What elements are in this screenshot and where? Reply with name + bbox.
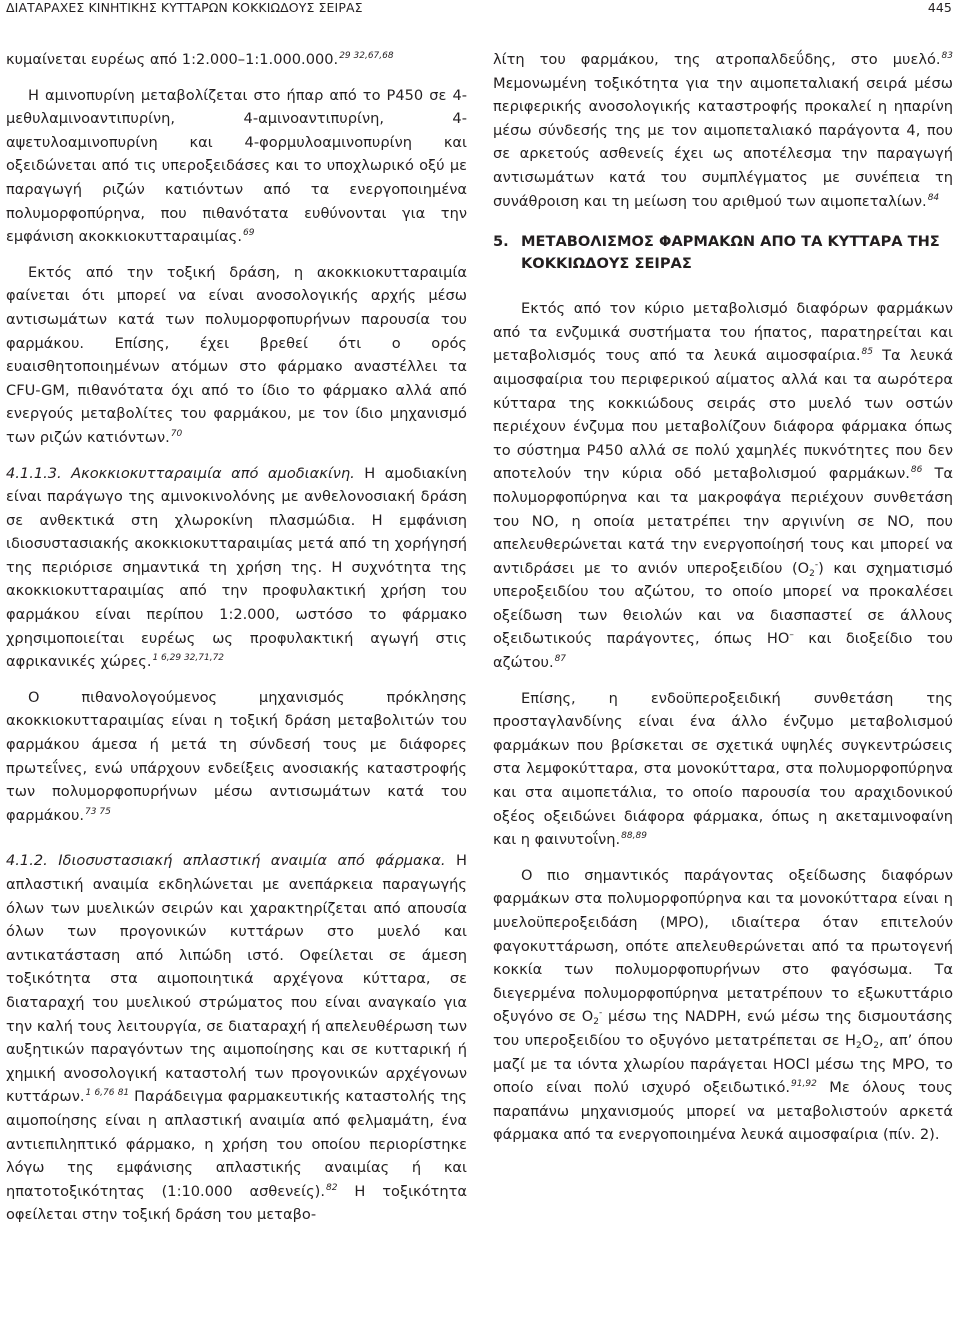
paragraph-text: κυμαίνεται ευρέως από 1:2.000–1:1.000.000. <box>6 51 339 68</box>
paragraph-text: Η αμινοπυρίνη μεταβολίζεται στο ήπαρ από το P450 σε 4-μεθυλαμινοαντιπυρίνη, 4-αμινοαντιπυρίνη, 4-αψετυλοαμινοπυρίνη και 4-φορμυλοαμινοπυρίνη και οξειδώνεται από τις υπεροξειδάσες και το υποχλωρικό οξύ με παραγωγή ριζών κατιόντων από τα ενεργοποιημένα πολυμορφοπύρηνα, που πιθανότατα ευθύνονται για την εμφάνιση ακοκκιοκυτταραιμίας. <box>6 86 467 246</box>
citation-ref: 83 <box>941 51 953 61</box>
citation-ref: 69 <box>242 228 255 239</box>
superscript: - <box>599 1008 603 1019</box>
paragraph-text: Με όλους τους παραπάνω μηχανισμούς μπορεί να μεταβολιστούν αρκετά φάρμακα από τα ενεργοποιημένα λευκά αιμοσφαίρια (πίν. 2). <box>493 1079 953 1144</box>
paragraph-text: Τα πολυμορφοπύρηνα και τα μακροφάγα περιέχουν συνθετάση του NO, η οποία μετατρέπει την αργινίνη σε NO, που απελευθερώνεται κατά την ενεργοποίησή τους και μπορεί να αντιδράσει με το ανιόν υπεροξειδίου (O <box>493 465 953 577</box>
subscript: 2 <box>855 1040 862 1051</box>
paragraph-text: και διοξείδιο του αζώτου. <box>493 630 953 672</box>
citation-ref: 73 75 <box>85 806 111 817</box>
citation-ref: 29 32,67,68 <box>339 51 394 61</box>
paragraph <box>6 261 467 450</box>
subscript: 2 <box>593 1017 599 1028</box>
paragraph-text: Εκτός από την τοξική δράση, η ακοκκιοκυτταραιμία φαίνεται ότι μπορεί να είναι ανοσολογικής αρχής μέσω αντισωμάτων κατά των πολυμορφοπυρήνων παρουσία του φαρμάκου. Επίσης, έχει βρεθεί ότι ο ορός ευαισθητοποιημένων ατόμων στο φάρμακο αναστέλλει τα CFU-GM, πιθανότατα όχι από το ίδιο το φάρμακο αλλά από ενεργούς μεταβολίτες του φαρμάκου, με τον ίδιο μηχανισμό των ριζών κατιόντων. <box>6 263 467 446</box>
paragraph-text: μέσω της NADPH, ενώ μέσω της δισμουτάσης του υπεροξειδίου το οξυγόνο μετατρέπεται σε H <box>493 1008 953 1049</box>
paragraph <box>493 864 953 1147</box>
citation-ref: 1 6,29 32,71,72 <box>152 653 225 664</box>
paragraph-text: Μεμονωμένη τοξικότητα για την αιμοπεταλιακή σειρά μέσω περιφερικής ανοσολογικής καταστροφής προκαλεί η ηπαρίνη μέσω σύνδεσής της με τον αιμοπεταλιακό παράγοντα 4, που σε αρκετούς ασθενείς έχει ως αποτέλεσμα την παραγωγή αντισωμάτων κατά του συμπλέγματος με συνέπεια τη συνάθροιση και τη μείωση του αριθμού των αιμοπεταλίων. <box>493 74 953 210</box>
paragraph-text: Παράδειγμα φαρμακευτικής καταστολής της αιμοποίησης είναι η απλαστική αναιμία από φελμαμάτη, ένα αντιεπιληπτικό φάρμακο, η χρήση του οποίου περιορίστηκε λόγω της εμφάνισης απλαστικής αναιμίας ή και ηπατοτοξικότητας (1:10.000 ασθενείς). <box>6 1088 467 1200</box>
paragraph-text: λίτη του φαρμάκου, της ατροπαλδεΰδης, στο μυελό. <box>493 51 941 68</box>
citation-ref: 84 <box>927 192 940 203</box>
paragraph-text: Η αμοδιακίνη είναι παράγωγο της αμινοκινολόνης με ανθελονοσιακή δράση σε ανθεκτικά στη χλωροκίνη πλασμώδια. Η εμφάνιση ιδιοσυστασιακής ακοκκιοκυτταραιμίας μετά από τη χορήγησή της περιόρισε σημαντικά τη χρήση της. Η συχνότητα της ακοκκιοκυτταραιμίας από την προφυλακτική χρήση του φαρμάκου είναι περίπου 1:2.000, ωστόσο το φάρμακο χρησιμοποιείται ευρέως ως προφυλακτική αγωγή στις αφρικανικές χώρες. <box>6 464 467 671</box>
paragraph <box>6 686 467 828</box>
citation-ref: 70 <box>170 428 183 439</box>
subscript: 2 <box>873 1040 879 1051</box>
section-subheading: 4.1.2. Ιδιοσυστασιακή απλαστική αναιμία από φάρμακα. <box>6 852 446 870</box>
paragraph-text: Η απλαστική αναιμία εκδηλώνεται με ανεπάρκεια παραγωγής όλων των μυελικών σειρών και χαρακτηρίζεται από απουσία όλων των προγονικών κυττάρων στο μυελό και αντικατάσταση από λιπώδη ιστό. Οφείλεται σε άμεση τοξικότητα στα αιμοποιητικά αρχέγονα κύτταρα, σε διαταραχή του μυελικού στρώματος που είναι αναγκαίο για την καλή τους λειτουργία, σε διαταραχή ή απελευθέρωση των αυξητικών παραγόντων της αιμοποίησης και σε κυτταρική ή χημική ανοσολογική καταστολή των προγονικών αρχέγονων κυττάρων. <box>6 852 467 1106</box>
citation-ref: 91,92 <box>791 1079 817 1090</box>
right-column <box>493 48 953 1159</box>
paragraph <box>6 462 467 674</box>
paragraph <box>6 84 467 249</box>
paragraph-text: Ο πιο σημαντικός παράγοντας οξείδωσης διαφόρων φαρμάκων στα πολυμορφοπύρηνα και τα μονοκύτταρα είναι η μυελοϋπεροξειδάση (MPO), ιδιαίτερα όταν επιτελούν φαγοκυττάρωση, οπότε απελευθερώνεται από τα πρωτογενή κοκκία των πολυμορφοπυρήνων στο φαγόσωμα. Τα διεγερμένα πολυμορφοπύρηνα μετατρέπουν το εξωκυττάριο οξυγόνο σε O <box>493 866 953 1026</box>
paragraph-text: Η τοξικότητα οφείλεται στην τοξική δράση του μεταβο- <box>6 1182 467 1224</box>
paragraph-text: Επίσης, η ενδοϋπεροξειδική συνθετάση της προσταγλανδίνης είναι ένα άλλο ένζυμο μεταβολισμού φαρμάκων που βρίσκεται σε σχετικά υψηλές συγκεντρώσεις στα λεμφοκύτταρα, στα μονοκύτταρα, στα πολυμορφοπύρηνα και στα αιμοπετάλια, το οποίο παρουσία του αραχιδονικού οξέος οξειδώνει διάφορα φάρμακα, όπως η ακεταμινοφαίνη και η φαινυτοΐνη. <box>493 689 953 849</box>
paragraph-text: O <box>861 1031 874 1049</box>
citation-ref: 86 <box>910 465 923 476</box>
subscript: 2 <box>809 568 815 579</box>
superscript: - <box>814 559 819 570</box>
paragraph-text: Ο πιθανολογούμενος μηχανισμός πρόκλησης ακοκκιοκυτταραιμίας είναι η τοξική δράση μεταβολιτών του φαρμάκου άμεσα ή μετά τη σύνδεσή τους με διάφορες πρωτεΐνες, ενώ υπάρχουν ενδείξεις ανοσιακής καταστροφής των πολυμορφοπυρήνων μέσω αντισωμάτων κατά του φαρμάκου. <box>6 688 467 824</box>
paragraph-text: , απ’ όπου μαζί με τα ιόντα χλωρίου παράγεται HOCl μέσω της MPO, το οποίο είναι πολύ ισχυρό οξειδωτικό. <box>493 1031 953 1097</box>
paragraph <box>493 687 953 852</box>
section-number: 5. <box>493 233 509 251</box>
paragraph <box>6 849 467 1227</box>
paragraph-text: Τα λευκά αιμοσφαίρια του περιφερικού αίματος αλλά και τα αωρότερα κύτταρα της κοκκιώδους σειράς στο μυελό των οστών περιέχουν ένζυμα που μεταβολίζουν διάφορα φάρμακα όπως το σύστημα P450 αλλά σε πολύ χαμηλές πυκνότητες που δεν αποτελούν την κύρια οδό μεταβολισμού φαρμάκων. <box>493 347 953 483</box>
citation-ref: 85 <box>861 347 873 358</box>
page-number: 445 <box>927 0 952 15</box>
running-head <box>6 0 952 20</box>
paragraph <box>493 48 953 213</box>
paragraph <box>6 48 467 72</box>
paragraph-text: ) και σχηματισμό υπεροξειδίου του αζώτου, το οποίο μπορεί να προκαλέσει οξείδωση των θειολών και να διασπαστεί σε άλλους οξειδωτικούς παράγοντες, όπως HO <box>493 559 953 648</box>
citation-ref: 82 <box>326 1182 338 1193</box>
citation-ref: 87 <box>554 654 567 665</box>
section-subheading: 4.1.1.3. Ακοκκιοκυτταραιμία από αμοδιακίνη. <box>6 464 355 482</box>
superscript: – <box>789 630 794 641</box>
left-column <box>6 48 467 1239</box>
running-head-title: ΔΙΑΤΑΡΑΧΕΣ ΚΙΝΗΤΙΚΗΣ ΚΥΤΤΑΡΩΝ ΚΟΚΚΙΩΔΟΥΣ ΣΕΙΡΑΣ <box>6 0 363 15</box>
paragraph <box>493 297 953 675</box>
citation-ref: 88,89 <box>621 831 647 842</box>
citation-ref: 1 6,76 81 <box>85 1088 130 1099</box>
section-title: ΜΕΤΑΒΟΛΙΣΜΟΣ ΦΑΡΜΑΚΩΝ ΑΠΟ ΤΑ ΚΥΤΤΑΡΑ ΤΗΣ ΚΟΚΚΙΩΔΟΥΣ ΣΕΙΡΑΣ <box>521 233 940 273</box>
paragraph-text: Εκτός από τον κύριο μεταβολισμό διαφόρων φαρμάκων από τα ενζυμικά συστήματα του ήπατος, παρατηρείται και μεταβολισμός τους από τα λευκά αιμοσφαίρια. <box>493 300 953 365</box>
section-heading <box>493 231 953 275</box>
